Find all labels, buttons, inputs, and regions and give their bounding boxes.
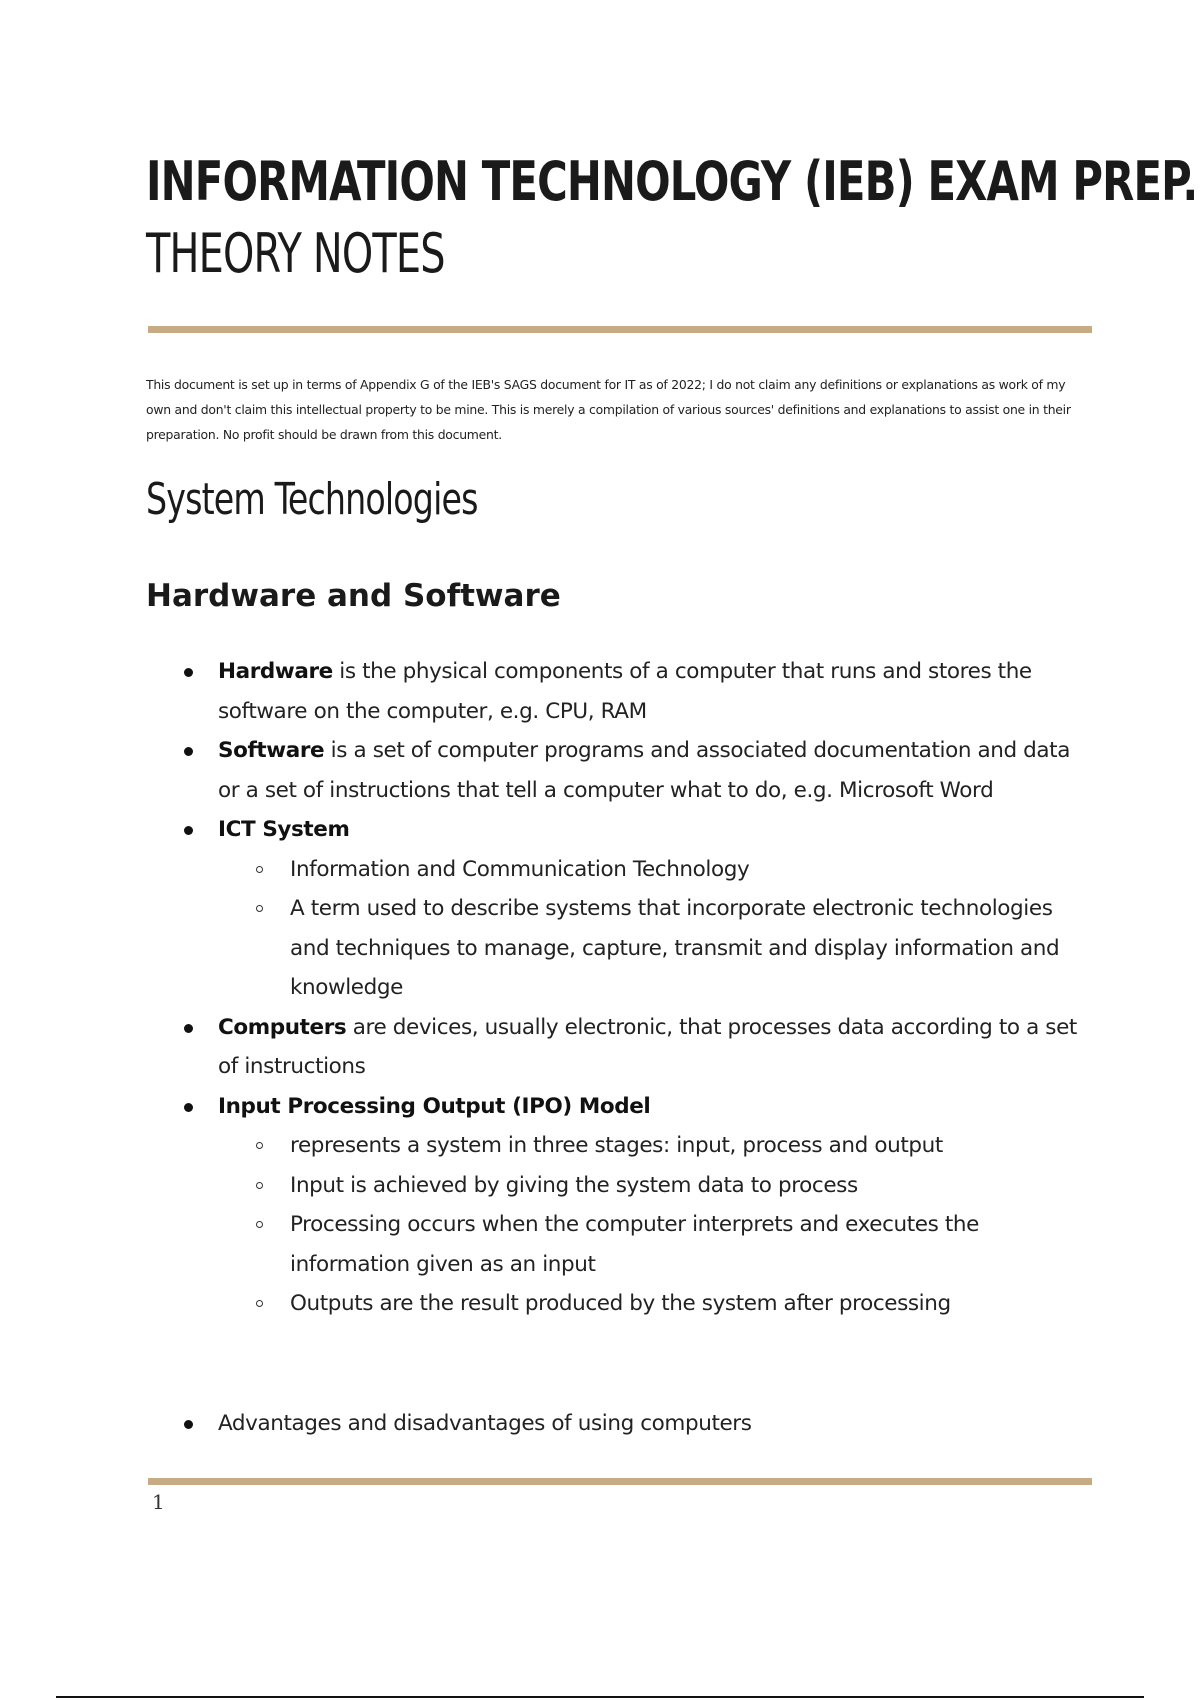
list-item-advantages xyxy=(146,1404,1092,1444)
page-bottom-line xyxy=(56,1696,1144,1698)
list-item-ipo-model xyxy=(146,1087,1092,1127)
bullet-icon xyxy=(184,747,193,756)
bullet-icon xyxy=(184,1024,193,1033)
header-divider xyxy=(148,326,1092,333)
sub-item xyxy=(146,850,1092,890)
term-hardware: Hardware xyxy=(218,659,333,684)
term-software: Software xyxy=(218,738,325,763)
hollow-bullet-icon xyxy=(256,866,263,873)
disclaimer-paragraph: This document is set up in terms of Appendix G of the IEB's SAGS document for IT as of 2022; I do not claim any definitions or explanations as work of my own and don't claim this intellectual property to be mine. This is merely a compilation of various sources' definitions and explanations to assist one in their preparation. No profit should be drawn from this document. xyxy=(146,377,1071,442)
sub-item xyxy=(146,1205,1092,1284)
sub-item-text: Processing occurs when the computer interprets and executes the information given as an input xyxy=(290,1212,979,1277)
page-number: 1 xyxy=(152,1490,165,1514)
sub-item xyxy=(146,1126,1092,1166)
bullet-icon xyxy=(184,826,193,835)
sub-item-text: A term used to describe systems that incorporate electronic technologies and techniques to manage, capture, transmit and display information and knowledge xyxy=(290,896,1060,1000)
term-ict-system: ICT System xyxy=(218,817,350,842)
bullet-icon xyxy=(184,1103,193,1112)
bullet-icon xyxy=(184,668,193,677)
sub-item xyxy=(146,1166,1092,1206)
section-heading: System Technologies xyxy=(146,474,478,525)
sub-item-text: Information and Communication Technology xyxy=(290,856,750,882)
hollow-bullet-icon xyxy=(256,1221,263,1228)
definition-hardware: is the physical components of a computer that runs and stores the software on the computer, e.g. CPU, RAM xyxy=(218,659,1032,724)
bullet-list xyxy=(146,652,1092,1443)
sub-item-text: Outputs are the result produced by the system after processing xyxy=(290,1291,951,1316)
list-item-ict-system xyxy=(146,810,1092,850)
definition-computers: are devices, usually electronic, that processes data according to a set of instructions xyxy=(218,1014,1077,1079)
footer-divider xyxy=(148,1478,1092,1485)
document-subtitle: THEORY NOTES xyxy=(146,222,445,285)
hollow-bullet-icon xyxy=(256,1182,263,1189)
subsection-heading: Hardware and Software xyxy=(146,578,561,614)
sub-item-text: represents a system in three stages: input, process and output xyxy=(290,1133,943,1158)
list-spacer xyxy=(146,1324,1092,1404)
sub-item-text: Input is achieved by giving the system data to process xyxy=(290,1172,858,1198)
advantages-text: Advantages and disadvantages of using computers xyxy=(218,1410,752,1436)
list-item-hardware xyxy=(146,652,1092,731)
term-ipo-model: Input Processing Output (IPO) Model xyxy=(218,1093,651,1119)
sub-item xyxy=(146,889,1092,1008)
hollow-bullet-icon xyxy=(256,905,263,912)
term-computers: Computers xyxy=(218,1014,347,1040)
bullet-icon xyxy=(184,1420,193,1429)
hollow-bullet-icon xyxy=(256,1142,263,1149)
definition-software: is a set of computer programs and associated documentation and data or a set of instructions that tell a computer what to do, e.g. Microsoft Word xyxy=(218,738,1070,803)
sub-item xyxy=(146,1284,1092,1324)
list-item-software xyxy=(146,731,1092,810)
list-item-computers xyxy=(146,1008,1092,1087)
hollow-bullet-icon xyxy=(256,1300,263,1307)
document-title: INFORMATION TECHNOLOGY (IEB) EXAM PREP. xyxy=(146,150,1198,213)
